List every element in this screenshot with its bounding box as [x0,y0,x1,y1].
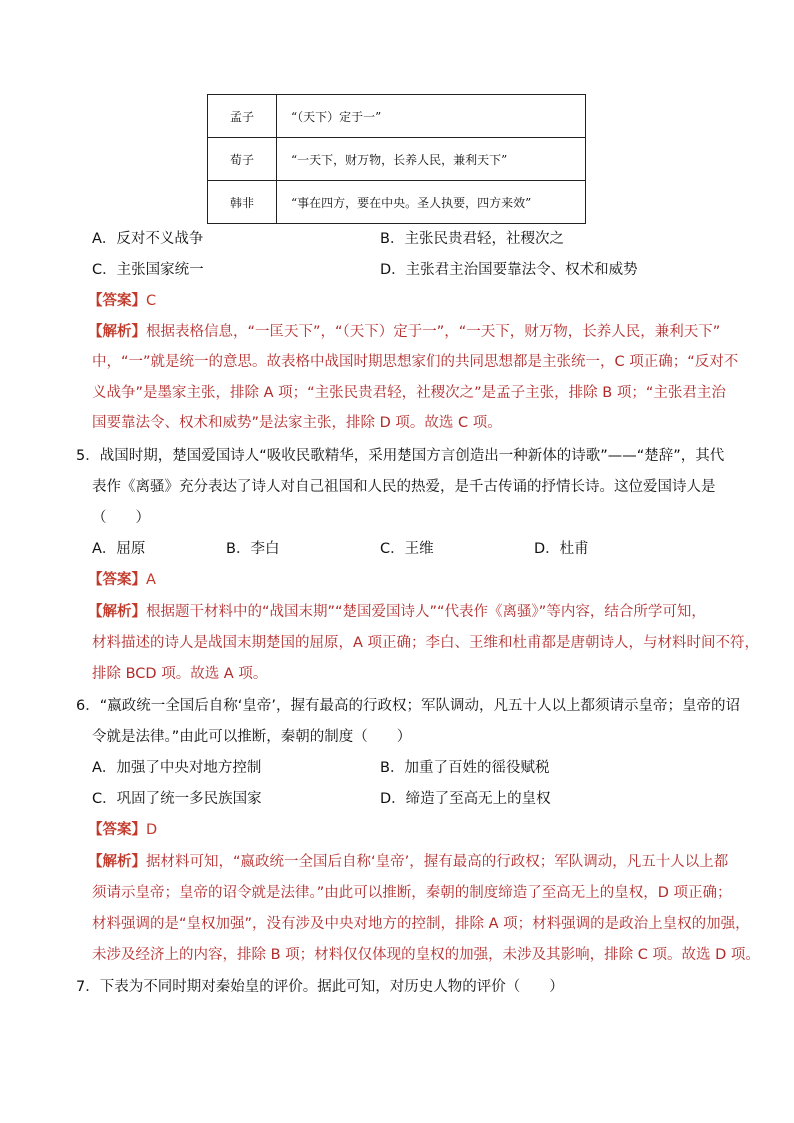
thinker-quote: “（天下）定于一” [277,95,586,138]
analysis-text: 据材料可知，“嬴政统一全国后自称‘皇帝’，握有最高的行政权；军队调动，凡五十人以上都 [146,854,729,870]
answer-tag: 【答案】 [88,293,146,309]
q6-analysis-line-3: 材料强调的是“皇权加强”，没有涉及中央对地方的控制，排除 A 项；材料强调的是政治上皇权的加强， [92,916,750,932]
answer-value: A [146,572,156,588]
analysis-tag: 【解析】 [88,604,146,620]
thinker-quote: “事在四方，要在中央。圣人执要，四方来效” [277,181,586,224]
q5-option-d: D．杜甫 [534,541,589,557]
q5-stem-line-2: 表作《离骚》充分表达了诗人对自己祖国和人民的热爱，是千古传诵的抒情长诗。这位爱国诗人是 [92,479,716,495]
thinkers-quote-table [207,94,586,224]
table-row [208,95,586,138]
q5-analysis-line-1 [88,602,706,622]
q5-answer [88,570,156,590]
analysis-text: 根据表格信息，“一匡天下”，“（天下）定于一”，“一天下，财万物，长养人民，兼利天下” [146,324,721,340]
table-row [208,138,586,181]
analysis-text: 根据题干材料中的“战国末期”“楚国爱国诗人”“代表作《离骚》”等内容，结合所学可知， [146,604,706,620]
q6-option-a: A．加强了中央对地方控制 [92,760,262,776]
q5-stem-line-1: 5．战国时期，楚国爱国诗人“吸收民歌精华，采用楚国方言创造出一种新体的诗歌”——“楚辞”，其代 [76,448,725,464]
q4-answer [88,291,156,311]
q4-option-b: B．主张民贵君轻，社稷次之 [380,231,564,247]
q7-stem: 7．下表为不同时期对秦始皇的评价。据此可知，对历史人物的评价（ ） [76,979,564,995]
q5-option-b: B．李白 [226,541,280,557]
analysis-tag: 【解析】 [88,324,146,340]
q6-analysis-line-4: 未涉及经济上的内容，排除 B 项；材料仅仅体现的皇权的加强，未涉及其影响，排除 C 项。故选 D 项。 [92,947,760,963]
q4-option-a: A．反对不义战争 [92,231,204,247]
q4-analysis-line-3: 义战争”是墨家主张，排除 A 项；“主张民贵君轻，社稷次之”是孟子主张，排除 B 项；“主张君主治 [92,385,726,401]
answer-tag: 【答案】 [88,572,146,588]
q6-answer [88,820,157,840]
table-row [208,181,586,224]
q4-analysis-line-2: 中，“一”就是统一的意思。故表格中战国时期思想家们的共同思想都是主张统一，C 项正确；“反对不 [92,354,739,370]
q4-analysis-line-4: 国要靠法令、权术和威势”是法家主张，排除 D 项。故选 C 项。 [92,415,502,431]
answer-value: D [146,822,158,838]
thinker-quote: “一天下，财万物，长养人民，兼利天下” [277,138,586,181]
answer-value: C [146,293,157,309]
thinker-name: 孟子 [208,95,277,138]
q6-analysis-line-2: 须请示皇帝；皇帝的诏令就是法律。”由此可以推断，秦朝的制度缔造了至高无上的皇权，D 项正确； [92,885,732,901]
answer-tag: 【答案】 [88,822,146,838]
q5-analysis-line-2: 材料描述的诗人是战国末期楚国的屈原，A 项正确；李白、王维和杜甫都是唐朝诗人，与材料时间不符， [92,635,760,651]
q5-option-a: A．屈原 [92,541,146,557]
q6-option-c: C．巩固了统一多民族国家 [92,791,262,807]
q6-analysis-line-1 [88,852,728,872]
q5-option-c: C．王维 [380,541,434,557]
q6-option-d: D．缔造了至高无上的皇权 [380,791,551,807]
analysis-tag: 【解析】 [88,854,146,870]
q4-analysis-line-1 [88,322,720,342]
q6-option-b: B．加重了百姓的徭役赋税 [380,760,550,776]
q4-option-c: C．主张国家统一 [92,262,204,278]
thinker-name: 荀子 [208,138,277,181]
q6-stem-line-2: 令就是法律。”由此可以推断，秦朝的制度（ ） [92,729,412,745]
q4-option-d: D．主张君主治国要靠法令、权术和威势 [380,262,638,278]
thinker-name: 韩非 [208,181,277,224]
q5-stem-line-3: （ ） [92,510,150,526]
q5-analysis-line-3: 排除 BCD 项。故选 A 项。 [92,666,268,682]
q6-stem-line-1: 6．“嬴政统一全国后自称‘皇帝’，握有最高的行政权；军队调动，凡五十人以上都须请示皇帝；皇帝的诏 [76,698,740,714]
